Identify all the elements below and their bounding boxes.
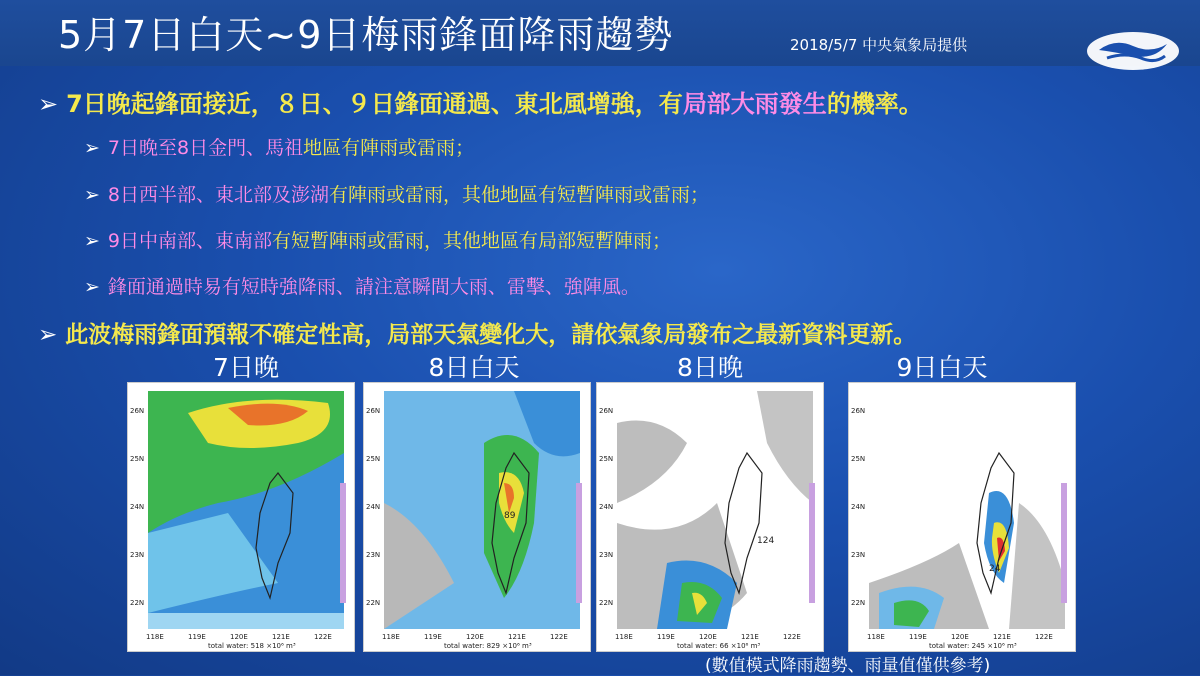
lon-label: 121E [993,633,1011,641]
lat-label: 24N [599,503,614,511]
sub-bullet-2: ➢ 8日西半部、東北部及澎湖有陣雨或雷雨，其他地區有短暫陣雨或雷雨； [84,184,710,206]
rain-map-3-plot [597,383,823,651]
credit-text: 2018/5/7 中央氣象局提供 [790,36,968,54]
cwb-logo-icon [1085,30,1181,72]
arrow-icon: ➢ [38,322,58,348]
rain-map-2 [363,382,591,652]
max-value-marker: 124 [757,536,775,546]
rain-map-1 [127,382,355,652]
total-water-label: total water: 518 ×10⁶ m³ [208,642,296,650]
sub-bullet-4: ➢ 鋒面通過時易有短時強降雨、請注意瞬間大雨、雷擊、強陣風。 [84,276,640,298]
lon-label: 122E [550,633,568,641]
arrow-icon: ➢ [84,230,100,252]
max-value-marker: 24 [989,564,1001,574]
lat-label: 26N [366,407,381,415]
rain-map-4 [848,382,1076,652]
lon-label: 121E [741,633,759,641]
lon-label: 118E [867,633,885,641]
lat-label: 25N [599,455,614,463]
sub-bullet-3: ➢ 9日中南部、東南部有短暫陣雨或雷雨，其他地區有局部短暫陣雨； [84,230,672,252]
lat-label: 23N [599,551,614,559]
lon-label: 121E [508,633,526,641]
panel-title-3: 8日晚 [677,353,743,382]
lon-label: 119E [188,633,206,641]
lat-label: 26N [599,407,614,415]
lon-label: 122E [314,633,332,641]
lon-label: 120E [951,633,969,641]
max-value-marker: 89 [504,511,516,521]
lat-label: 22N [366,599,381,607]
lat-label: 25N [851,455,866,463]
lon-label: 122E [1035,633,1053,641]
lon-label: 118E [615,633,633,641]
panel-title-4: 9日白天 [896,353,988,382]
rain-map-2-plot [364,383,590,651]
sub-bullet-1: ➢ 7日晚至8日金門、馬祖地區有陣雨或雷雨； [84,137,475,159]
lat-label: 23N [366,551,381,559]
main-bullet-1: ➢ 7日晚起鋒面接近，８日、９日鋒面通過、東北風增強，有局部大雨發生的機率。 [38,90,923,118]
total-water-label: total water: 245 ×10⁶ m³ [929,642,1017,650]
panel-title-2: 8日白天 [428,353,520,382]
lat-label: 22N [130,599,145,607]
footnote: (數值模式降雨趨勢、雨量值僅供參考) [705,656,991,676]
arrow-icon: ➢ [84,276,100,298]
rain-map-4-plot [849,383,1075,651]
arrow-icon: ➢ [84,137,100,159]
lon-label: 122E [783,633,801,641]
lon-label: 119E [909,633,927,641]
main-bullet-2: ➢ 此波梅雨鋒面預報不確定性高，局部天氣變化大，請依氣象局發布之最新資料更新。 [38,322,917,348]
lat-label: 23N [851,551,866,559]
lon-label: 120E [699,633,717,641]
lon-label: 120E [466,633,484,641]
lon-label: 119E [657,633,675,641]
rain-map-3 [596,382,824,652]
lat-label: 26N [851,407,866,415]
lat-label: 24N [851,503,866,511]
lon-label: 119E [424,633,442,641]
page-title: 5月7日白天~9日梅雨鋒面降雨趨勢 [58,13,674,57]
lon-label: 120E [230,633,248,641]
rain-map-1-plot [128,383,354,651]
lon-label: 118E [382,633,400,641]
lat-label: 22N [599,599,614,607]
panel-title-1: 7日晚 [213,353,279,382]
lat-label: 24N [130,503,145,511]
total-water-label: total water: 66 ×10⁶ m³ [677,642,761,650]
lon-label: 118E [146,633,164,641]
arrow-icon: ➢ [84,184,100,206]
lat-label: 26N [130,407,145,415]
lat-label: 24N [366,503,381,511]
lat-label: 23N [130,551,145,559]
lon-label: 121E [272,633,290,641]
lat-label: 25N [130,455,145,463]
lat-label: 25N [366,455,381,463]
arrow-icon: ➢ [38,90,59,118]
lat-label: 22N [851,599,866,607]
total-water-label: total water: 829 ×10⁶ m³ [444,642,532,650]
